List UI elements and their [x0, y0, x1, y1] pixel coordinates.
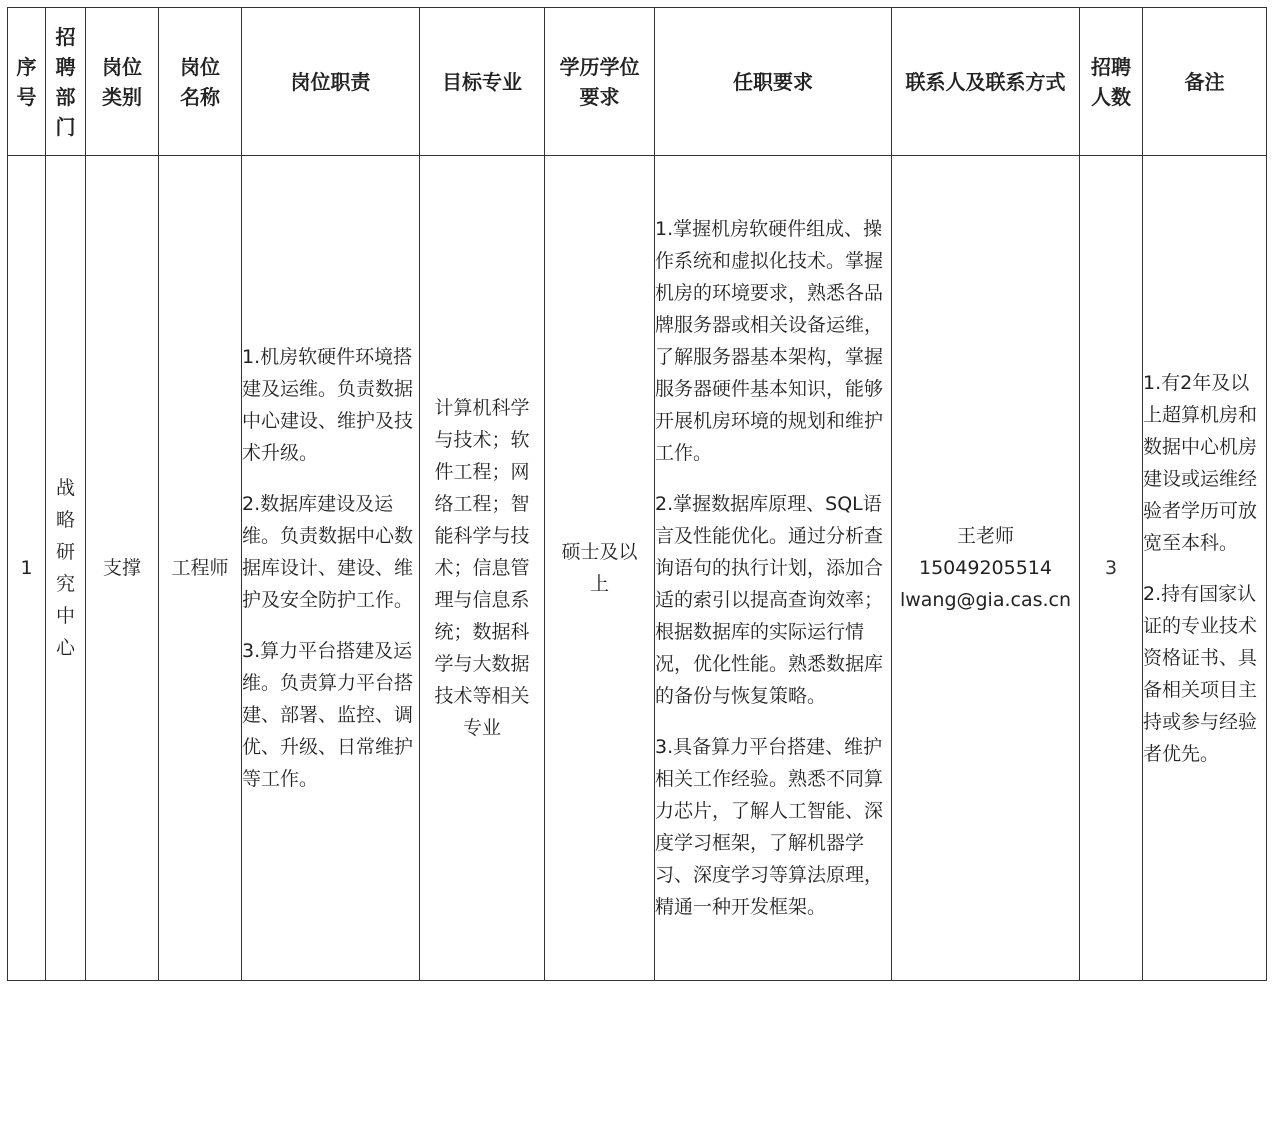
cell-duties [242, 156, 420, 981]
header-position-text: 岗位名称 [180, 54, 220, 109]
cell-index [8, 156, 46, 981]
cell-count-text: 3 [1104, 557, 1118, 579]
cell-category [86, 156, 159, 981]
remark-item: 2.持有国家认证的专业技术资格证书、具备相关项目主持或参与经验者优先。 [1143, 582, 1258, 765]
header-count-text: 招聘人数 [1091, 54, 1131, 109]
cell-category-text: 支撑 [102, 557, 141, 579]
table-header [8, 8, 1267, 156]
cell-position-text: 工程师 [171, 557, 229, 579]
header-requirements [655, 8, 892, 156]
header-contact [892, 8, 1080, 156]
cell-major [420, 156, 545, 981]
cell-position [159, 156, 242, 981]
cell-contact [892, 156, 1080, 981]
duty-item: 2.数据库建设及运维。负责数据中心数据库设计、建设、维护及安全防护工作。 [242, 493, 414, 611]
header-remarks [1143, 8, 1267, 156]
header-department [46, 8, 86, 156]
cell-degree [545, 156, 655, 981]
job-posting-table [7, 7, 1267, 981]
cell-degree-text: 硕士及以上 [561, 541, 638, 595]
table-body [8, 156, 1267, 981]
cell-count [1080, 156, 1143, 981]
header-row [8, 8, 1267, 156]
remark-item: 1.有2年及以上超算机房和数据中心机房建设或运维经验者学历可放宽至本科。 [1143, 371, 1258, 554]
cell-department-text: 战略研究中心 [56, 477, 76, 659]
cell-remarks [1143, 156, 1267, 981]
header-department-text: 招聘部门 [55, 24, 76, 139]
header-count [1080, 8, 1143, 156]
header-major-text: 目标专业 [442, 69, 522, 94]
contact-email: lwang@gia.cas.cn [899, 589, 1072, 611]
requirement-item: 1.掌握机房软硬件组成、操作系统和虚拟化技术。掌握机房的环境要求，熟悉各品牌服务器或相关设备运维，了解服务器基本架构，掌握服务器硬件基本知识，能够开展机房环境的规划和维护工作。 [655, 218, 884, 464]
header-degree [545, 8, 655, 156]
requirement-item: 3.具备算力平台搭建、维护相关工作经验。熟悉不同算力芯片，了解人工智能、深度学习框架，了解机器学习、深度学习等算法原理，精通一种开发框架。 [655, 736, 884, 918]
cell-requirements [655, 156, 892, 981]
header-degree-text: 学历学位要求 [559, 54, 640, 109]
header-position [159, 8, 242, 156]
header-major [420, 8, 545, 156]
contact-phone: 15049205514 [919, 557, 1052, 579]
header-index [8, 8, 46, 156]
header-remarks-text: 备注 [1184, 69, 1225, 94]
duty-item: 3.算力平台搭建及运维。负责算力平台搭建、部署、监控、调优、升级、日常维护等工作。 [242, 640, 414, 790]
cell-index-text: 1 [20, 557, 33, 579]
header-duties-text: 岗位职责 [290, 69, 371, 94]
requirement-item: 2.掌握数据库原理、SQL语言及性能优化。通过分析查询语句的执行计划，添加合适的索引以提高查询效率；根据数据库的实际运行情况，优化性能。熟悉数据库的备份与恢复策略。 [655, 493, 884, 707]
duty-item: 1.机房软硬件环境搭建及运维。负责数据中心建设、维护及技术升级。 [242, 346, 414, 464]
cell-department [46, 156, 86, 981]
header-category-text: 岗位类别 [102, 54, 142, 109]
header-duties [242, 8, 420, 156]
cell-major-text: 计算机科学与技术；软件工程；网络工程；智能科学与技术；信息管理与信息系统；数据科学与大数据技术等相关专业 [434, 397, 530, 739]
header-contact-text: 联系人及联系方式 [905, 69, 1066, 94]
table-row [8, 156, 1267, 981]
contact-name: 王老师 [956, 525, 1014, 547]
header-category [86, 8, 159, 156]
header-index-text: 序号 [16, 54, 37, 109]
header-requirements-text: 任职要求 [733, 69, 813, 94]
